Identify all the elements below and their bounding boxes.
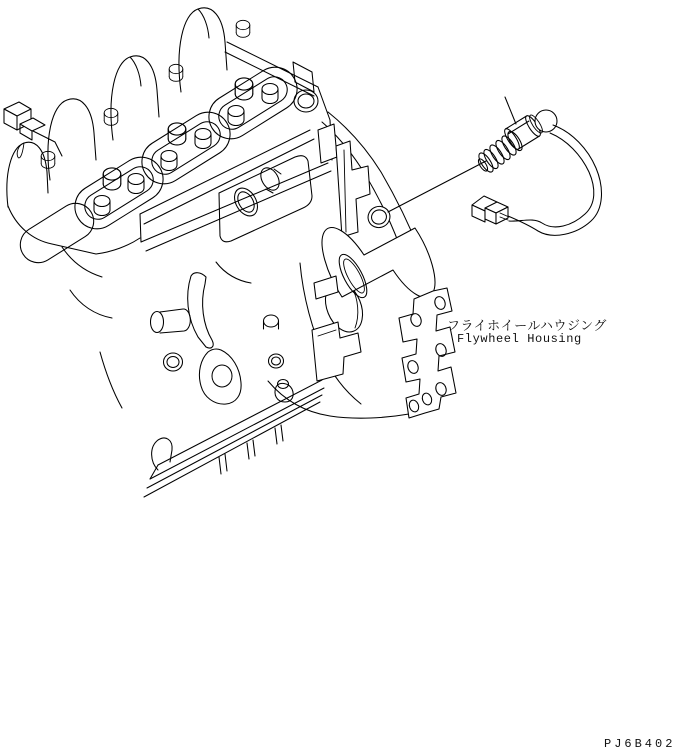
head-block-band <box>140 130 331 251</box>
label-flywheel-housing-en: Flywheel Housing <box>457 332 582 346</box>
part-code: PJ6B402 <box>604 737 676 751</box>
leader-lines <box>388 97 516 212</box>
flywheel-housing <box>268 112 456 418</box>
cable-connector <box>472 196 509 224</box>
pointer-line <box>505 97 516 124</box>
sensor-hole <box>365 203 393 230</box>
speed-sensor <box>476 110 557 174</box>
label-flywheel-housing-ja: フライホイールハウジング <box>447 318 607 333</box>
sensor-cable <box>508 125 601 235</box>
engine-block-face <box>62 247 361 497</box>
housing-flange <box>399 288 456 418</box>
leader-line-sensor-to-hole <box>388 161 486 212</box>
